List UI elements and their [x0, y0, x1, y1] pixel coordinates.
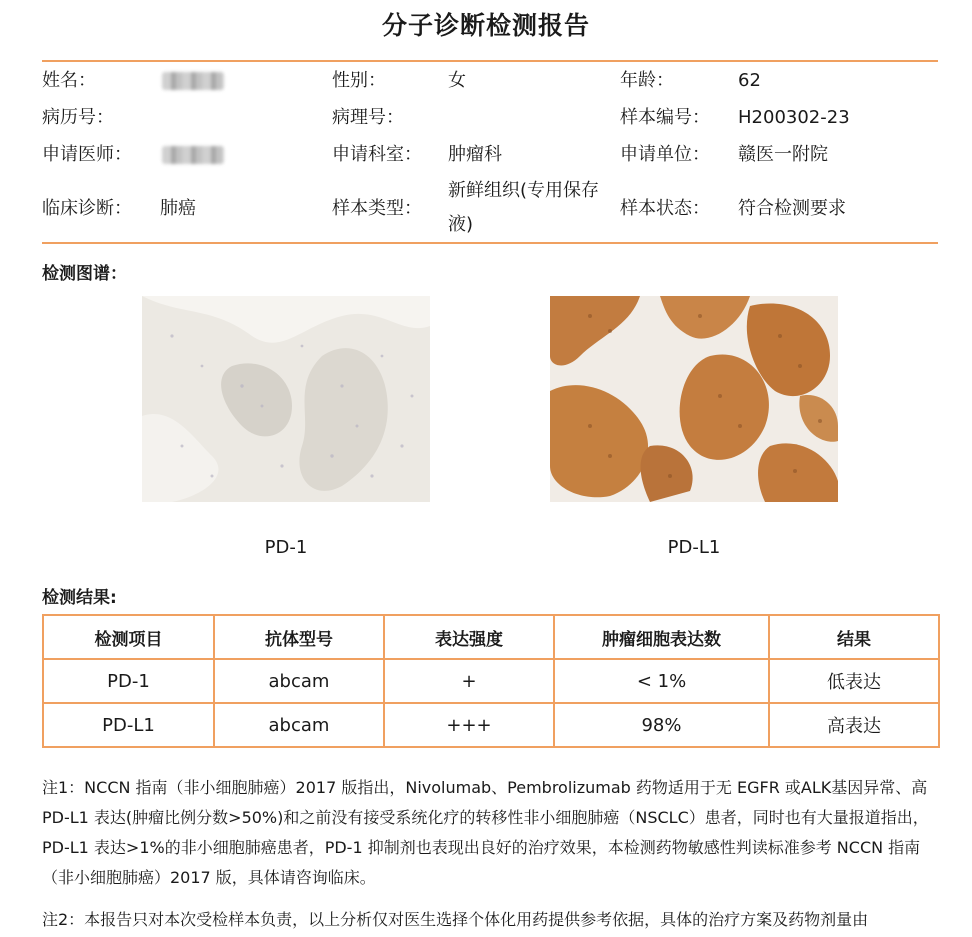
cell-antibody: abcam	[214, 659, 384, 703]
header-tumor-expression: 肿瘤细胞表达数	[554, 615, 769, 659]
name-label: 姓名：	[42, 70, 96, 91]
diagnosis-label: 临床诊断：	[42, 198, 132, 219]
cell-antibody: abcam	[214, 703, 384, 747]
table-header-row	[43, 615, 939, 659]
pdl1-stain-image	[550, 296, 838, 502]
unit-value: 赣医一附院	[738, 144, 828, 165]
info-bottom-divider	[42, 242, 938, 244]
name-redacted	[162, 72, 224, 90]
record-label: 病历号：	[42, 107, 114, 128]
doctor-label: 申请医师：	[42, 144, 132, 165]
gender-label: 性别：	[332, 70, 386, 91]
header-test-item: 检测项目	[43, 615, 214, 659]
sample-no-value: H200302-23	[738, 107, 850, 128]
cell-intensity: +	[384, 659, 554, 703]
sample-status-value: 符合检测要求	[738, 198, 846, 219]
cell-result: 高表达	[769, 703, 939, 747]
cell-expression: < 1%	[554, 659, 769, 703]
dept-value: 肿瘤科	[448, 144, 502, 165]
table-row	[43, 703, 939, 747]
pathology-label: 病理号：	[332, 107, 404, 128]
age-label: 年龄：	[620, 70, 674, 91]
unit-label: 申请单位：	[620, 144, 710, 165]
doctor-redacted	[162, 146, 224, 164]
gender-value: 女	[448, 70, 466, 91]
dept-label: 申请科室：	[332, 144, 422, 165]
cell-expression: 98%	[554, 703, 769, 747]
age-value: 62	[738, 70, 761, 91]
table-row	[43, 659, 939, 703]
sample-type-label: 样本类型：	[332, 198, 422, 219]
note-2: 注2：本报告只对本次受检样本负责，以上分析仅对医生选择个体化用药提供参考依据，具体的治疗方案及药物剂量由	[42, 910, 869, 929]
cell-result: 低表达	[769, 659, 939, 703]
pdl1-caption: PD-L1	[667, 537, 721, 558]
header-intensity: 表达强度	[384, 615, 554, 659]
sample-type-value: 新鲜组织(专用保存液)	[448, 180, 600, 235]
sample-no-label: 样本编号：	[620, 107, 710, 128]
cell-item: PD-1	[43, 659, 214, 703]
cell-item: PD-L1	[43, 703, 214, 747]
cell-intensity: +++	[384, 703, 554, 747]
sample-status-label: 样本状态：	[620, 198, 710, 219]
header-antibody: 抗体型号	[214, 615, 384, 659]
header-result: 结果	[769, 615, 939, 659]
top-divider	[42, 60, 938, 62]
results-label: 检测结果:	[42, 588, 117, 608]
results-table	[42, 614, 940, 748]
note-1: 注1：NCCN 指南（非小细胞肺癌）2017 版指出，Nivolumab、Pembrolizumab 药物适用于无 EGFR 或ALK基因异常、高 PD-L1 表达(肿瘤比例分数>50%)和之前没有接受系统化疗的转移性非小细胞肺癌（NSCLC）患者，同时也有大量报道指出，PD-L1 表达>1%的非小细胞肺癌患者，PD-1 抑制剂也表现出良好的治疗效果，本检测药物敏感性判读标准参考 NCCN 指南（非小细胞肺癌）2017 版，具体请咨询临床。	[42, 778, 929, 887]
diagnosis-value: 肺癌	[160, 198, 196, 219]
pd1-caption: PD-1	[264, 537, 308, 558]
report-title: 分子诊断检测报告	[381, 11, 590, 40]
spectrum-label: 检测图谱：	[42, 264, 127, 284]
pd1-stain-image	[142, 296, 430, 502]
